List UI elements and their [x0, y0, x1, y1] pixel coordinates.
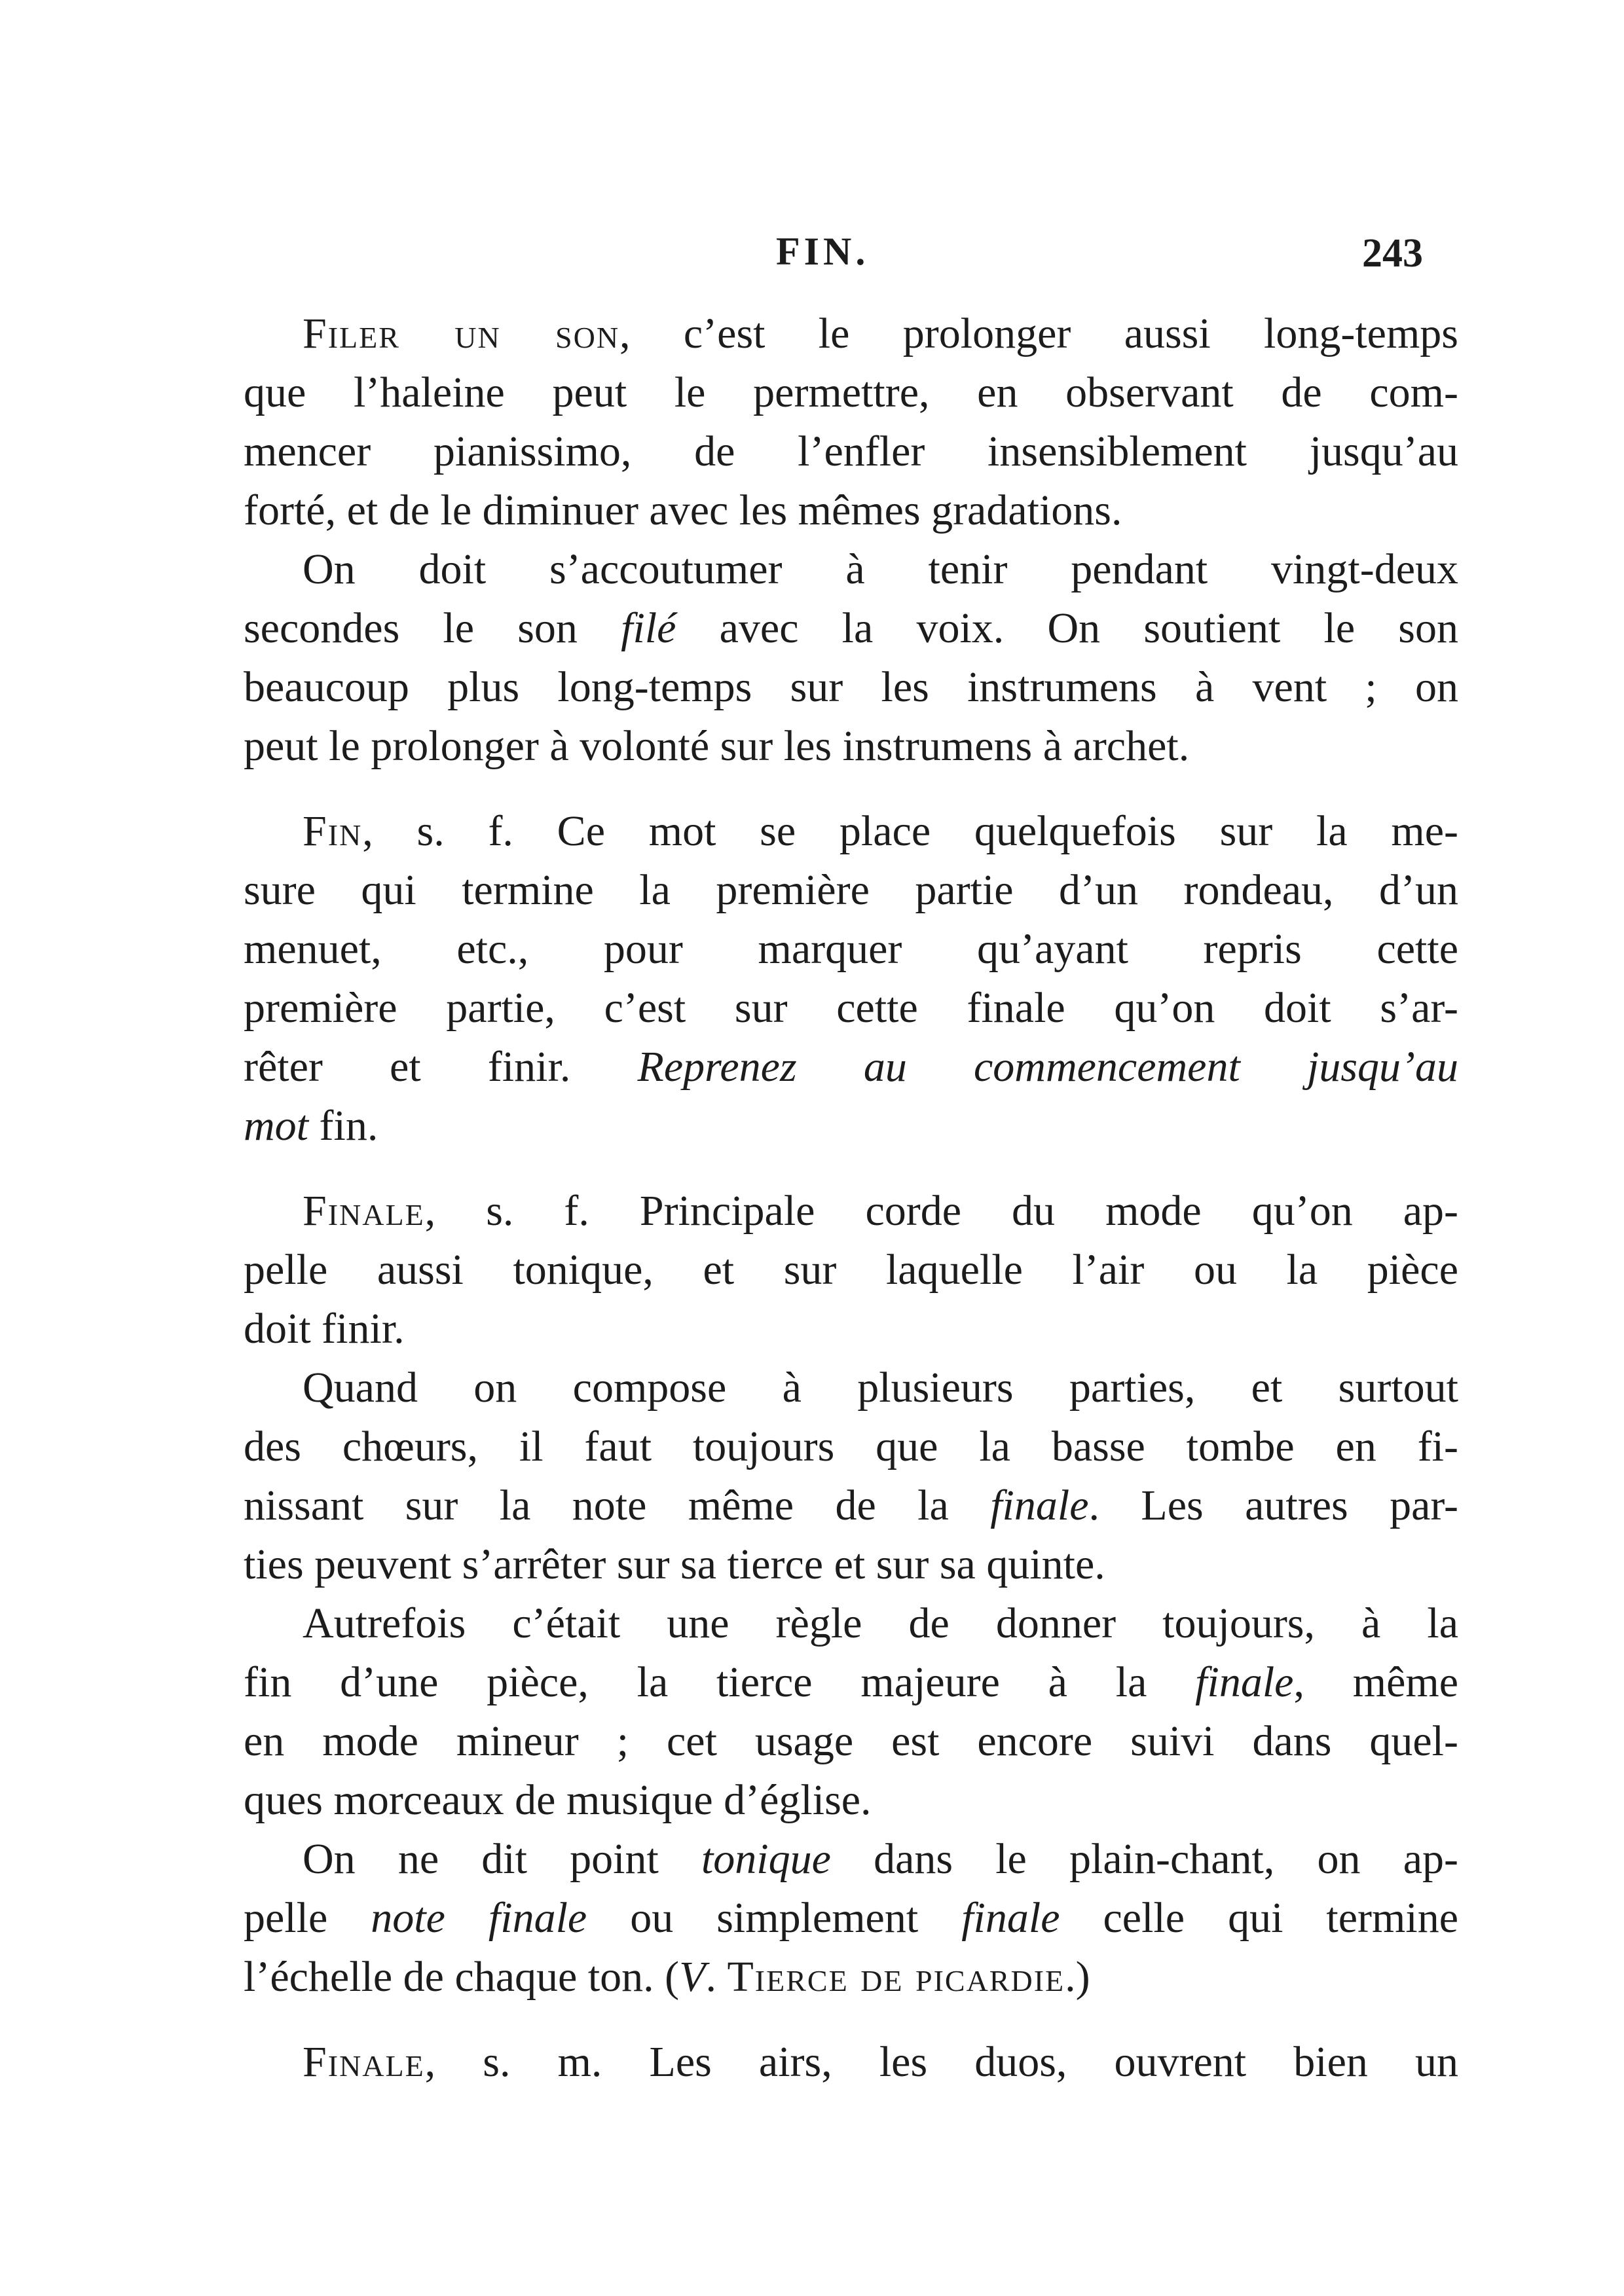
entry-headword: Finale [303, 1187, 425, 1235]
text-line: rêter et finir. Reprenez au commencement jusqu’au [244, 1043, 1458, 1091]
text-line: première partie, c’est sur cette finale qu’on doit s’ar- [244, 984, 1458, 1032]
italic-term: filé [621, 604, 676, 652]
text-line: que l’haleine peut le permettre, en observant de com- [244, 369, 1458, 416]
text-line: mencer pianissimo, de l’enfler insensiblement jusqu’au [244, 428, 1458, 475]
text-line: pelle aussi tonique, et sur laquelle l’air ou la pièce [244, 1246, 1458, 1294]
italic-term: finale [1195, 1658, 1294, 1706]
text-line: nissant sur la note même de la finale. Les autres par- [244, 1482, 1459, 1529]
text-line: Quand on compose à plusieurs parties, et surtout [303, 1364, 1458, 1412]
italic-term: finale [990, 1482, 1089, 1529]
entry-headword: Fin [303, 807, 363, 855]
text-line: l’échelle de chaque ton. (V. Tierce de picardie.) [244, 1953, 1090, 2001]
text-line: ties peuvent s’arrêter sur sa tierce et sur sa quinte. [244, 1540, 1105, 1588]
italic-term: tonique [701, 1835, 831, 1883]
page-number: 243 [1362, 231, 1423, 276]
text-line: Autrefois c’était une règle de donner toujours, à la [303, 1599, 1458, 1647]
text-line: secondes le son filé avec la voix. On soutient le son [244, 604, 1458, 652]
text-line: doit finir. [244, 1305, 405, 1353]
text-line: sure qui termine la première partie d’un rondeau, d’un [244, 866, 1458, 914]
text-line: ques morceaux de musique d’église. [244, 1776, 872, 1824]
italic-term: finale [961, 1894, 1060, 1942]
text-line: en mode mineur ; cet usage est encore suivi dans quel- [244, 1717, 1458, 1765]
text-line: mot fin. [244, 1102, 378, 1150]
entry-headword: Finale [303, 2038, 425, 2086]
text-line: forté, et de le diminuer avec les mêmes gradations. [244, 486, 1122, 534]
cross-reference: Tierce de picardie [727, 1953, 1065, 2001]
text-line: Filer un son, c’est le prolonger aussi long-temps [303, 310, 1458, 357]
text-line: fin d’une pièce, la tierce majeure à la finale, même [244, 1658, 1458, 1706]
italic-term: note finale [371, 1894, 587, 1942]
text-line: Finale, s. m. Les airs, les duos, ouvrent bien un [303, 2038, 1458, 2086]
running-header [0, 229, 1624, 288]
text-line: Fin, s. f. Ce mot se place quelquefois sur la me- [303, 807, 1458, 855]
italic-phrase: Reprenez au commencement jusqu’au [637, 1043, 1458, 1091]
text-line: beaucoup plus long-temps sur les instrumens à vent ; on [244, 663, 1458, 711]
text-line: On doit s’accoutumer à tenir pendant vingt-deux [303, 545, 1458, 593]
text-line: On ne dit point tonique dans le plain-chant, on ap- [303, 1835, 1458, 1883]
italic-term: mot [244, 1102, 308, 1150]
running-title: FIN. [776, 230, 870, 273]
text-line: des chœurs, il faut toujours que la basse tombe en fi- [244, 1423, 1458, 1470]
text-line: menuet, etc., pour marquer qu’ayant repris cette [244, 925, 1458, 973]
text-line: Finale, s. f. Principale corde du mode qu’on ap- [303, 1187, 1458, 1235]
italic-term: V [679, 1953, 706, 2001]
entry-headword: Filer un son [303, 310, 620, 357]
text-line: peut le prolonger à volonté sur les instrumens à archet. [244, 722, 1190, 770]
text-line: pelle note finale ou simplement finale celle qui termine [244, 1894, 1458, 1942]
